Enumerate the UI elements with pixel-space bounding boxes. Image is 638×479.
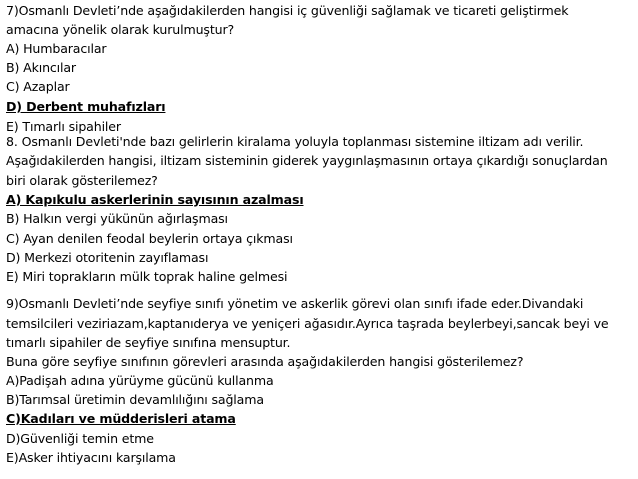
- q9-option-b: B)Tarımsal üretimin devamlılığını sağlama: [6, 392, 264, 407]
- q8-option-c: C) Ayan denilen feodal beylerin ortaya çıkması: [6, 231, 293, 246]
- q9-option-a: A)Padişah adına yürüyme gücünü kullanma: [6, 373, 274, 388]
- q9-question-line-1: 9)Osmanlı Devleti’nde seyfiye sınıfı yönetim ve askerlik görevi olan sınıfı ifade eder.Divandaki: [6, 296, 584, 311]
- q8-option-a-correct: A) Kapıkulu askerlerinin sayısının azalması: [6, 192, 304, 207]
- q8-question-line-1: 8. Osmanlı Devleti'nde bazı gelirlerin kiralama yoluyla toplanması sistemine iltizam adı verilir.: [6, 134, 584, 149]
- q9-question-line-4: Buna göre seyfiye sınıfının görevleri arasında aşağıdakilerden hangisi gösterilemez?: [6, 354, 524, 369]
- q9-option-e: E)Asker ihtiyacını karşılama: [6, 450, 176, 465]
- q7-option-b: B) Akıncılar: [6, 60, 76, 75]
- q8-option-b: B) Halkın vergi yükünün ağırlaşması: [6, 211, 228, 226]
- q9-option-d: D)Güvenliği temin etme: [6, 431, 154, 446]
- q7-question-line-2: amacına yönelik olarak kurulmuştur?: [6, 22, 235, 37]
- q8-question-line-2: Aşağıdakilerden hangisi, iltizam sisteminin giderek yaygınlaşmasının ortaya çıkardığı sonuçlardan: [6, 153, 608, 168]
- q7-option-d-correct: D) Derbent muhafızları: [6, 99, 166, 114]
- q9-option-c-correct: C)Kadıları ve müdderisleri atama: [6, 411, 236, 426]
- q7-question-line-1: 7)Osmanlı Devleti’nde aşağıdakilerden hangisi iç güvenliği sağlamak ve ticareti geliştirmek: [6, 3, 569, 18]
- q7-option-c: C) Azaplar: [6, 79, 70, 94]
- q7-option-a: A) Humbaracılar: [6, 41, 107, 56]
- q8-option-d: D) Merkezi otoritenin zayıflaması: [6, 250, 209, 265]
- q9-question-line-2: temsilcileri veziriazam,kaptanıderya ve yeniçeri ağasıdır.Ayrıca taşrada beylerbeyi,sancak beyi ve: [6, 316, 609, 331]
- q8-question-line-3: biri olarak gösterilemez?: [6, 173, 158, 188]
- q7-option-e: E) Tımarlı sipahiler: [6, 119, 121, 134]
- q8-option-e: E) Miri toprakların mülk toprak haline gelmesi: [6, 269, 288, 284]
- q9-question-line-3: tımarlı sipahiler de seyfiye sınıfına mensuptur.: [6, 335, 291, 350]
